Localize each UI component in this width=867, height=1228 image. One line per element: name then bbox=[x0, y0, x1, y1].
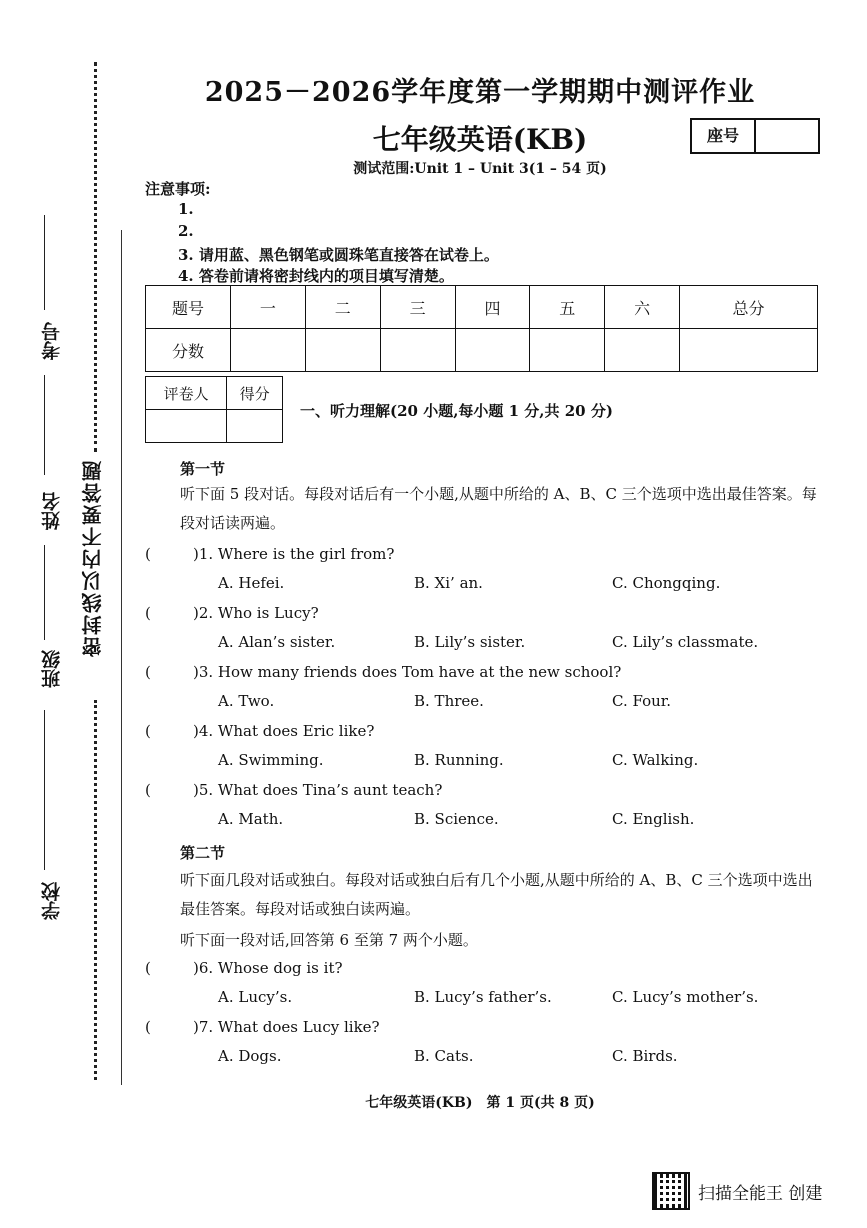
option[interactable]: B. Lucy’s father’s. bbox=[414, 988, 552, 1006]
option[interactable]: C. English. bbox=[612, 810, 695, 828]
test-scope: 测试范围:Unit 1 – Unit 3(1 – 54 页) bbox=[353, 161, 607, 177]
option[interactable]: A. Alan’s sister. bbox=[218, 633, 336, 651]
option[interactable]: A. Swimming. bbox=[218, 751, 324, 769]
part1-heading: 一、听力理解(20 小题,每小题 1 分,共 20 分) bbox=[300, 402, 613, 420]
class-label: 班级 bbox=[41, 650, 63, 688]
option[interactable]: B. Cats. bbox=[414, 1047, 474, 1065]
grader-header: 得分 bbox=[227, 377, 283, 410]
option[interactable]: C. Lily’s classmate. bbox=[612, 633, 759, 651]
exam-subtitle: 七年级英语(KB) bbox=[372, 123, 588, 156]
answer-blank[interactable]: ( bbox=[145, 1018, 151, 1036]
option[interactable]: B. Lily’s sister. bbox=[414, 633, 526, 651]
seal-dotted-line-bottom bbox=[94, 700, 97, 1080]
note-item: 1. bbox=[178, 200, 194, 218]
section2-title: 第二节 bbox=[180, 844, 226, 862]
score-header-cell: 一 bbox=[231, 286, 306, 329]
answer-blank[interactable]: ( bbox=[145, 781, 151, 799]
question-3 bbox=[145, 663, 621, 681]
option[interactable]: A. Two. bbox=[218, 692, 275, 710]
question-stem: )7. What does Lucy like? bbox=[193, 1018, 380, 1036]
score-table-header-row bbox=[146, 286, 818, 329]
section1-instructions: 听下面 5 段对话。每段对话后有一个小题,从题中所给的 A、B、C 三个选项中选出最佳答案。每段对话读两遍。 bbox=[180, 485, 817, 532]
question-stem: )2. Who is Lucy? bbox=[193, 604, 319, 622]
question-2 bbox=[145, 604, 319, 622]
score-cell[interactable] bbox=[380, 329, 455, 372]
score-cell[interactable] bbox=[605, 329, 680, 372]
answer-blank[interactable]: ( bbox=[145, 545, 151, 563]
grader-cell[interactable] bbox=[227, 410, 283, 443]
option[interactable]: A. Lucy’s. bbox=[218, 988, 293, 1006]
score-cell[interactable] bbox=[680, 329, 818, 372]
qr-code-icon bbox=[652, 1172, 690, 1210]
answer-blank[interactable]: ( bbox=[145, 663, 151, 681]
question-1 bbox=[145, 545, 394, 563]
score-cell[interactable] bbox=[530, 329, 605, 372]
name-label: 姓名 bbox=[41, 492, 63, 530]
section2-instructions: 听下面几段对话或独白。每段对话或独白后有几个小题,从题中所给的 A、B、C 三个选项中选出最佳答案。每段对话或独白读两遍。 bbox=[180, 871, 813, 918]
note-item: 2. bbox=[178, 222, 194, 240]
question-stem: )5. What does Tina’s aunt teach? bbox=[193, 781, 443, 799]
option[interactable]: A. Dogs. bbox=[218, 1047, 282, 1065]
question-stem: )1. Where is the girl from? bbox=[193, 545, 395, 563]
grader-header: 评卷人 bbox=[146, 377, 227, 410]
score-header-cell: 总分 bbox=[680, 286, 818, 329]
name-blank[interactable] bbox=[44, 545, 45, 640]
score-table-value-row bbox=[146, 329, 818, 372]
option[interactable]: B. Science. bbox=[414, 810, 499, 828]
seat-number-field[interactable] bbox=[756, 120, 818, 152]
exam-no-blank-lower bbox=[44, 375, 45, 475]
notes-title: 注意事项: bbox=[145, 180, 211, 198]
score-header-cell: 二 bbox=[305, 286, 380, 329]
option[interactable]: C. Walking. bbox=[612, 751, 699, 769]
score-table bbox=[145, 285, 818, 372]
option[interactable]: B. Running. bbox=[414, 751, 504, 769]
option[interactable]: C. Chongqing. bbox=[612, 574, 721, 592]
option[interactable]: B. Three. bbox=[414, 692, 484, 710]
seat-number-box bbox=[690, 118, 820, 154]
score-header-cell: 四 bbox=[455, 286, 530, 329]
grader-cell[interactable] bbox=[146, 410, 227, 443]
score-cell[interactable] bbox=[305, 329, 380, 372]
seal-dotted-line-top bbox=[94, 62, 97, 452]
question-stem: )4. What does Eric like? bbox=[193, 722, 375, 740]
note-item: 4. 答卷前请将密封线内的项目填写清楚。 bbox=[178, 267, 454, 285]
scanner-watermark bbox=[652, 1172, 822, 1210]
class-blank[interactable] bbox=[44, 710, 45, 870]
section1-title: 第一节 bbox=[180, 460, 226, 478]
option[interactable]: A. Hefei. bbox=[218, 574, 285, 592]
watermark-text: 扫描全能王 创建 bbox=[698, 1183, 823, 1204]
page-footer: 七年级英语(KB) 第 1 页(共 8 页) bbox=[365, 1095, 595, 1111]
note-item: 3. 请用蓝、黑色钢笔或圆珠笔直接答在试卷上。 bbox=[178, 246, 499, 264]
seat-number-label: 座号 bbox=[692, 120, 756, 152]
school-label: 学校 bbox=[41, 882, 63, 920]
option[interactable]: C. Four. bbox=[612, 692, 672, 710]
answer-blank[interactable]: ( bbox=[145, 604, 151, 622]
score-header-cell: 题号 bbox=[146, 286, 231, 329]
option[interactable]: B. Xi’ an. bbox=[414, 574, 483, 592]
margin-border-line bbox=[121, 230, 122, 1085]
question-6 bbox=[145, 959, 343, 977]
score-header-cell: 五 bbox=[530, 286, 605, 329]
exam-no-blank[interactable] bbox=[44, 215, 45, 310]
seal-notice: 密封线以内不要答题 bbox=[78, 455, 107, 661]
score-cell[interactable] bbox=[231, 329, 306, 372]
answer-blank[interactable]: ( bbox=[145, 959, 151, 977]
question-7 bbox=[145, 1018, 380, 1036]
score-cell[interactable] bbox=[455, 329, 530, 372]
question-stem: )3. How many friends does Tom have at the new school? bbox=[193, 663, 622, 681]
section2-sub-instruction: 听下面一段对话,回答第 6 至第 7 两个小题。 bbox=[180, 931, 478, 949]
question-5 bbox=[145, 781, 442, 799]
score-header-cell: 三 bbox=[380, 286, 455, 329]
exam-no-label: 考号 bbox=[41, 322, 63, 360]
question-stem: )6. Whose dog is it? bbox=[193, 959, 343, 977]
option[interactable]: C. Birds. bbox=[612, 1047, 678, 1065]
option[interactable]: C. Lucy’s mother’s. bbox=[612, 988, 759, 1006]
grader-table bbox=[145, 376, 283, 443]
option[interactable]: A. Math. bbox=[218, 810, 284, 828]
score-row-label: 分数 bbox=[146, 329, 231, 372]
answer-blank[interactable]: ( bbox=[145, 722, 151, 740]
question-4 bbox=[145, 722, 374, 740]
exam-title: 2025－2026学年度第一学期期中测评作业 bbox=[204, 77, 756, 108]
score-header-cell: 六 bbox=[605, 286, 680, 329]
